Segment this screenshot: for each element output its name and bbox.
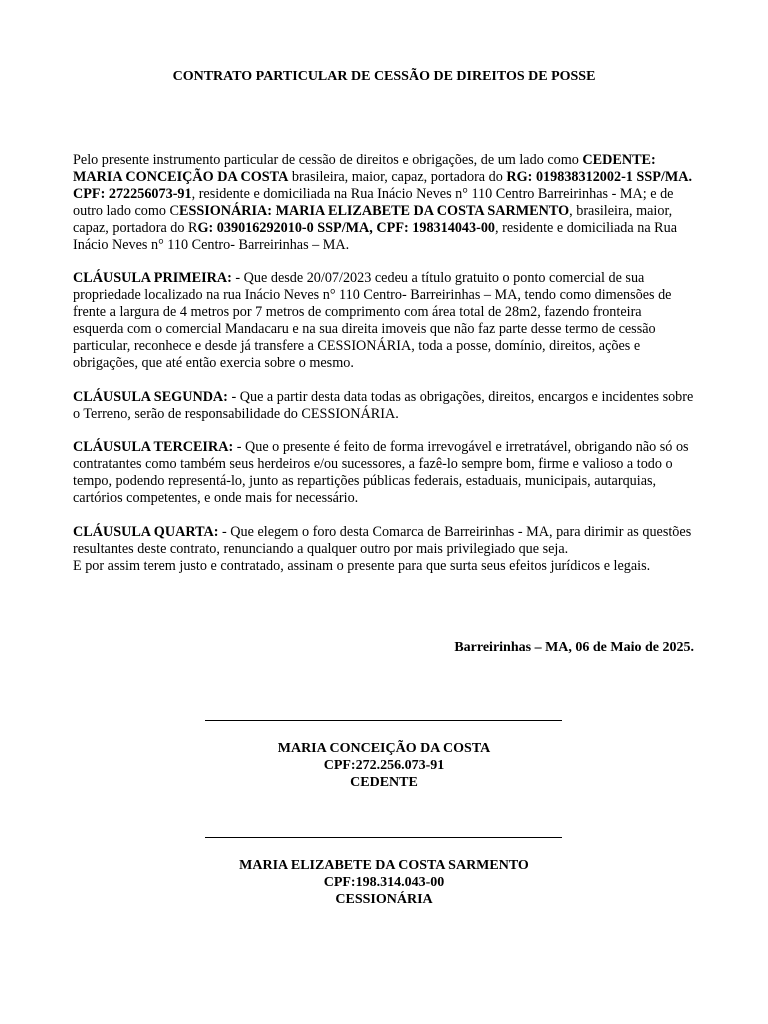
intro-text-4: , brasileira, maior, capaz, portadora do R: [73, 202, 673, 236]
cessionaria-name: MARIA ELIZABETE DA COSTA SARMENTO: [239, 858, 529, 873]
clause-third: [73, 439, 695, 507]
clause-second-text: - Que a partir desta data todas as obrigações, direitos, encargos e incidentes sobre o Terreno, serão de responsabilidade do CESSIONÁRIA.: [73, 388, 694, 422]
intro-text-1: Pelo presente instrumento particular de cessão de direitos e obrigações, de um lado como: [73, 152, 583, 168]
clause-third-heading: CLÁUSULA TERCEIRA:: [73, 439, 234, 456]
intro-text-6: Inácio Neves n° 110 Centro- Barreirinhas – MA.: [73, 236, 350, 253]
cessionaria-documents: G: 039016292010-0 SSP/MA, CPF: 198314043-00: [197, 219, 496, 236]
signature-line-cedente: [205, 720, 562, 721]
cedente-documents: RG: 019838312002-1 SSP/MA. CPF: 272256073-91: [73, 168, 693, 202]
signature-line-cessionaria: [205, 837, 562, 838]
clause-second-heading: CLÁUSULA SEGUNDA:: [73, 388, 228, 405]
clause-fourth: [73, 524, 695, 558]
intro-paragraph: [73, 152, 695, 253]
clause-first-heading: CLÁUSULA PRIMEIRA:: [73, 270, 232, 287]
closing-paragraph: E por assim terem justo e contratado, assinam o presente para que surta seus efeitos jurídicos e legais.: [73, 557, 651, 574]
signature-block-cessionaria: [184, 857, 584, 908]
cessionaria-role: CESSIONÁRIA: [335, 892, 433, 907]
document-title: CONTRATO PARTICULAR DE CESSÃO DE DIREITOS DE POSSE: [172, 69, 596, 84]
clause-first-text: - Que desde 20/07/2023 cedeu a título gratuito o ponto comercial de sua propriedade localizado na rua Inácio Neves n° 110 Centro- Barreirinhas – MA, tendo como dimensões de frente a largura de 4 metros por 7 metros de comprimento com área total de 28m2, fazendo fronteira esquerda com o comercial Mandacaru e na sua direita imoveis que não faz parte desse termo de cessão particular, reconhece e desde já transfere a CESSIONÁRIA, toda a posse, domínio, direitos, ações e obrigações, que até então exercia sobre o mesmo.: [73, 270, 672, 371]
clause-fourth-heading: CLÁUSULA QUARTA:: [73, 523, 219, 540]
cedente-label: CEDENTE: MARIA CONCEIÇÃO DA COSTA: [73, 152, 656, 185]
cessionaria-label: ESSIONÁRIA: MARIA ELIZABETE DA COSTA SARMENTO: [179, 202, 570, 219]
signature-block-cedente: [184, 740, 584, 791]
contract-body: [73, 152, 695, 591]
intro-text-3: , residente e domiciliada na Rua Inácio Neves n° 110 Centro Barreirinhas - MA; e de outro lado como C: [73, 185, 674, 219]
cessionaria-cpf: CPF:198.314.043-00: [323, 875, 445, 890]
clause-third-text: - Que o presente é feito de forma irrevogável e irretratável, obrigando não só os contratantes como também seus herdeiros e/ou sucessores, a fazê-lo sempre bom, firme e valioso a todo o tempo, podendo representá-lo, junto as repartições públicas federais, estaduais, municipais, autarquias, cartórios competentes, e onde mais for necessário.: [73, 439, 689, 507]
place-date: Barreirinhas – MA, 06 de Maio de 2025.: [454, 640, 694, 655]
cedente-cpf: CPF:272.256.073-91: [323, 758, 445, 773]
cedente-name: MARIA CONCEIÇÃO DA COSTA: [277, 741, 491, 756]
intro-text-5: , residente e domiciliada na Rua: [495, 219, 678, 236]
clause-second: [73, 389, 695, 423]
clause-first: [73, 270, 695, 371]
clause-fourth-text: - Que elegem o foro desta Comarca de Barreirinhas - MA, para dirimir as questões resultantes deste contrato, renunciando a qualquer outro por mais privilegiado que seja.: [73, 523, 692, 557]
cedente-role: CEDENTE: [350, 775, 418, 790]
intro-text-2: brasileira, maior, capaz, portadora do: [288, 168, 507, 185]
